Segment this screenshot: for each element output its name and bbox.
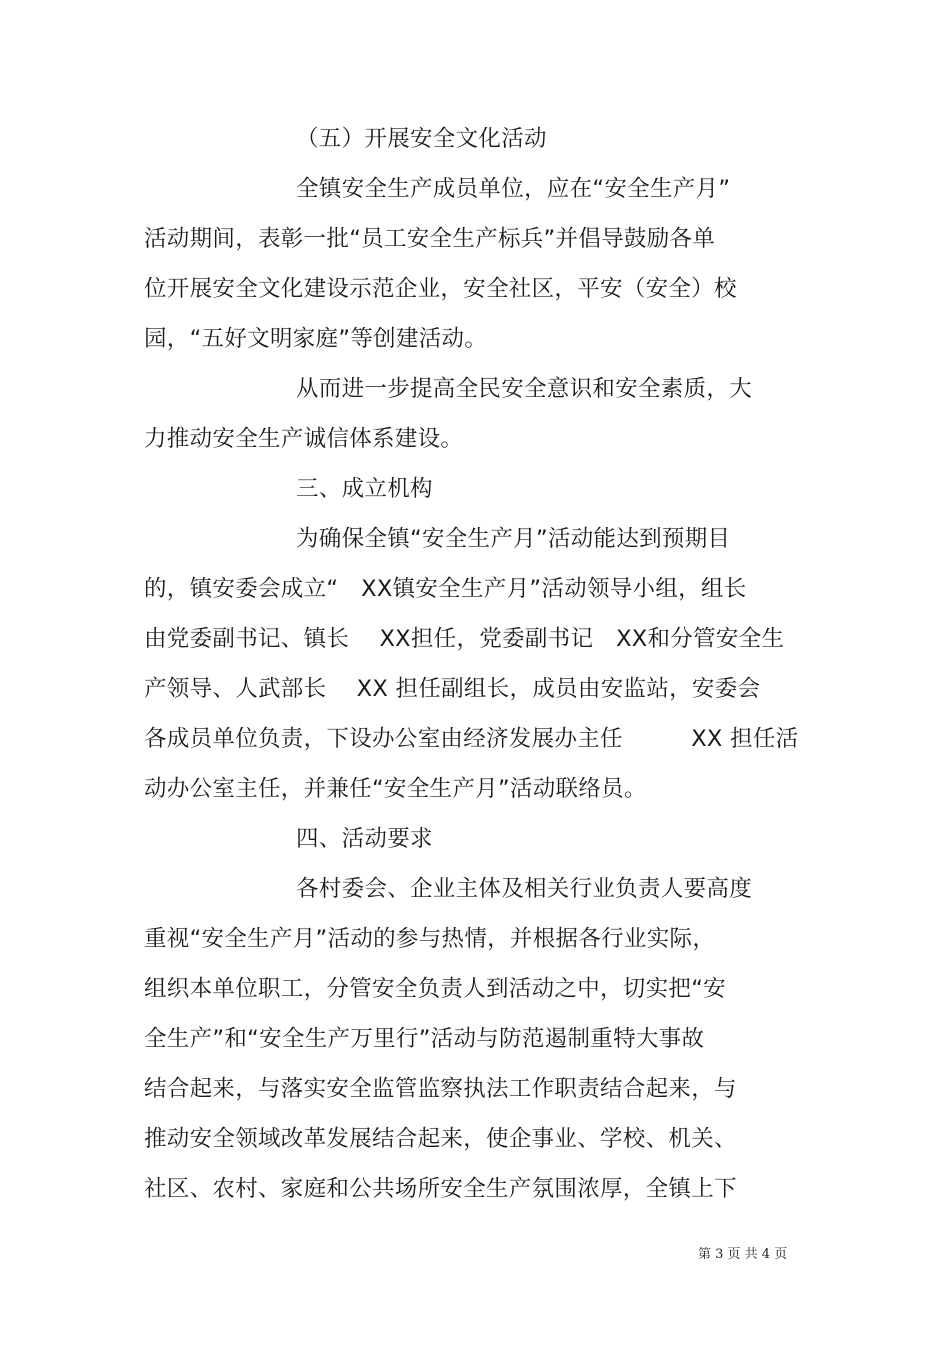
paragraph-line: 从而进一步提高全民安全意识和安全素质，大 — [296, 376, 753, 402]
paragraph-line: 活动期间，表彰一批“员工安全生产标兵”并倡导鼓励各单 — [144, 226, 716, 252]
page-number-footer: 第 3 页 共 4 页 — [698, 1247, 788, 1262]
section-heading-5: （五）开展安全文化活动 — [296, 126, 547, 152]
section-heading-3: 三、成立机构 — [296, 476, 433, 502]
paragraph-line: 产领导、人武部长 XX 担任副组长，成员由安监站，安委会 — [144, 676, 761, 702]
paragraph-line: 动办公室主任，并兼任“安全生产月”活动联络员。 — [144, 776, 647, 802]
section-heading-4: 四、活动要求 — [296, 826, 433, 852]
paragraph-line: 结合起来，与落实安全监管监察执法工作职责结合起来，与 — [144, 1076, 737, 1102]
paragraph-line: 位开展安全文化建设示范企业，安全社区，平安（安全）校 — [144, 276, 737, 302]
paragraph-line: 社区、农村、家庭和公共场所安全生产氛围浓厚，全镇上下 — [144, 1176, 737, 1202]
paragraph-line: 全生产”和“安全生产万里行”活动与防范遏制重特大事故 — [144, 1026, 705, 1052]
paragraph-line: 各村委会、企业主体及相关行业负责人要高度 — [296, 876, 753, 902]
paragraph-line: 各成员单位负责，下设办公室由经济发展办主任 XX 担任活 — [144, 726, 799, 752]
paragraph-line: 力推动安全生产诚信体系建设。 — [144, 426, 464, 452]
paragraph-line: 组织本单位职工，分管安全负责人到活动之中，切实把“安 — [144, 976, 726, 1002]
paragraph-line: 由党委副书记、镇长 XX担任，党委副书记 XX和分管安全生 — [144, 626, 785, 652]
paragraph-line: 为确保全镇“安全生产月”活动能达到预期目 — [296, 526, 731, 552]
paragraph-line: 园，“五好文明家庭”等创建活动。 — [144, 326, 488, 352]
paragraph-line: 重视“安全生产月”活动的参与热情，并根据各行业实际， — [144, 926, 716, 952]
paragraph-line: 的，镇安委会成立“ XX镇安全生产月”活动领导小组，组长 — [144, 576, 747, 602]
paragraph-line: 全镇安全生产成员单位，应在“安全生产月” — [296, 176, 731, 202]
paragraph-line: 推动安全领域改革发展结合起来，使企事业、学校、机关、 — [144, 1126, 737, 1152]
